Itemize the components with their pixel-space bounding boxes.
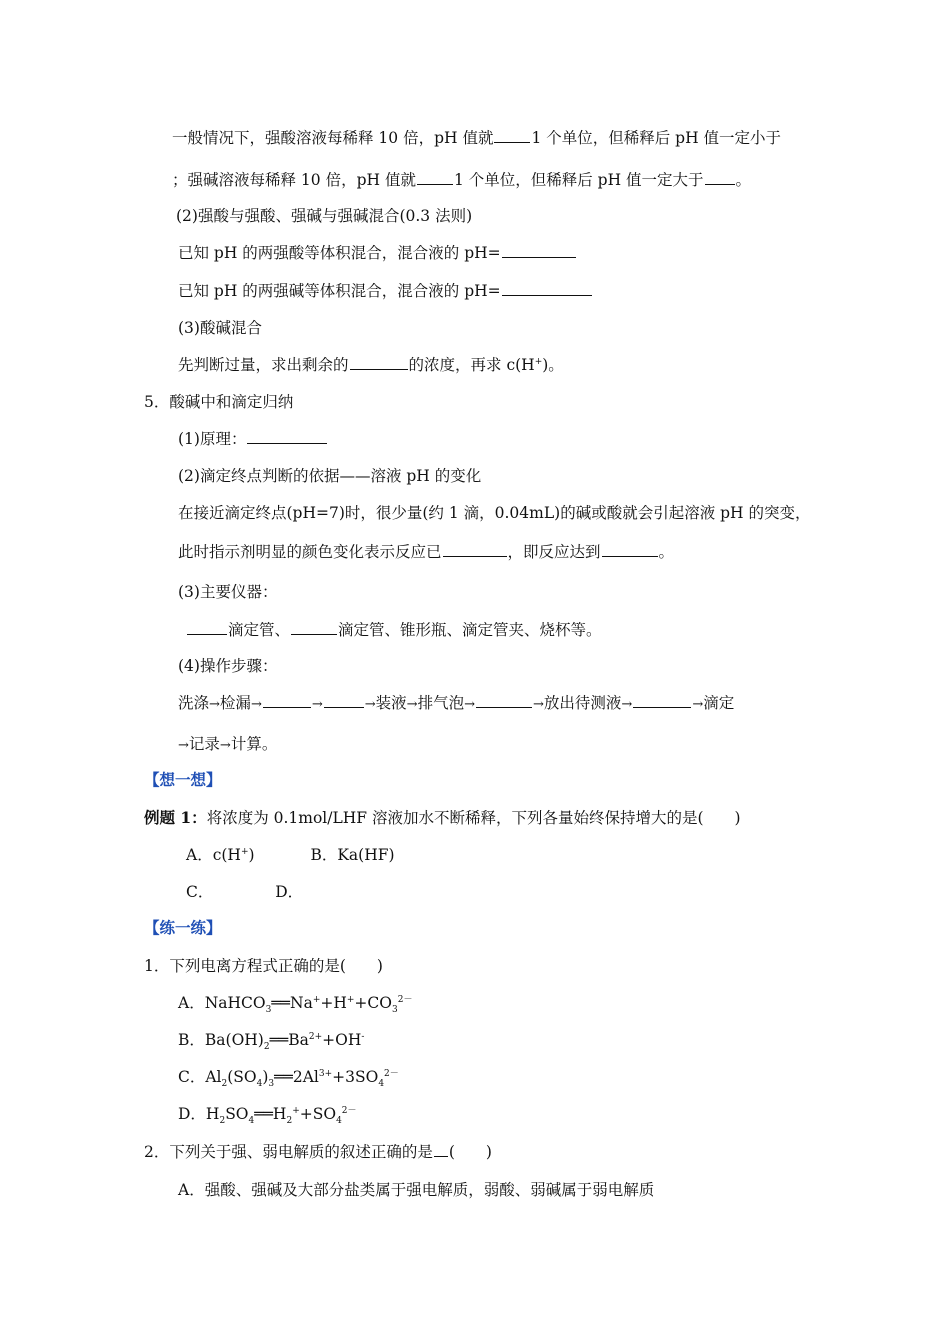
line-acid-base-mix: (3)酸碱混合 [178, 319, 262, 337]
blank [633, 693, 691, 708]
blank [247, 429, 327, 444]
question-1: 1．下列电离方程式正确的是( ) [144, 957, 383, 975]
blank [291, 620, 337, 635]
question-1-option-d: D．$H_2SO_4══H_2^++SO_4^{2-}$ [178, 1105, 357, 1127]
blank [434, 1142, 448, 1157]
line-steps: 洗涤→检漏→ → →装液→排气泡→ →放出待测液→ →滴定 [178, 694, 735, 712]
blank [263, 693, 311, 708]
line-endpoint-detail: 在接近滴定终点(pH=7)时，很少量(约 1 滴，0.04mL)的碱或酸就会引起溶液 pH 的突变， [178, 504, 811, 522]
line-excess: 先判断过量，求出剩余的 的浓度，再求 c(H+)。 [178, 356, 564, 374]
blank [602, 542, 658, 557]
example-1-options-ab [186, 845, 395, 865]
line-two-bases: 已知 pH 的两强碱等体积混合，混合液的 pH= [178, 281, 593, 301]
question-1-option-b: B．$Ba(OH)_2══Ba^{2+}+OH^-$ [178, 1031, 365, 1053]
question-2: 2．下列关于强、弱电解质的叙述正确的是 ( ) [144, 1143, 492, 1161]
blank [324, 693, 364, 708]
option-b: B．Ka(HF) [310, 846, 395, 864]
line-mixing-rule: (2)强酸与强酸、强碱与强碱混合(0.3 法则) [176, 207, 473, 225]
line-indicator: 此时指示剂明显的颜色变化表示反应已 ，即反应达到 。 [178, 543, 675, 561]
line-strong-base-dilution: ；强碱溶液每稀释 10 倍，pH 值就 1 个单位，但稀释后 pH 值一定大于 。 [172, 171, 752, 189]
option-c: C． [186, 883, 214, 901]
section-5-title: 5．酸碱中和滴定归纳 [144, 393, 294, 411]
blank [494, 128, 530, 143]
line-principle: (1)原理： [178, 429, 328, 449]
blank [476, 693, 532, 708]
blank [350, 355, 408, 370]
line-endpoint-basis: (2)滴定终点判断的依据——溶液 pH 的变化 [178, 467, 482, 485]
example-1-options-cd [186, 882, 303, 902]
blank [417, 170, 453, 185]
line-strong-acid-dilution: 一般情况下，强酸溶液每稀释 10 倍，pH 值就 1 个单位，但稀释后 pH 值一定小于 [172, 129, 782, 147]
question-1-option-a: A．$NaHCO_3══Na^++H^++CO_3^{2-}$ [178, 994, 413, 1016]
line-steps-cont: →记录→计算。 [178, 735, 278, 753]
heading-practice: 【练一练】 [144, 918, 222, 937]
blank [443, 542, 507, 557]
line-two-acids: 已知 pH 的两强酸等体积混合，混合液的 pH= [178, 243, 577, 263]
example-1: 例题 1：将浓度为 0.1mol/LHF 溶液加水不断稀释，下列各量始终保持增大的是( ) [144, 808, 741, 827]
blank [705, 170, 735, 185]
question-1-option-c: C．$Al_2(SO_4)_3══2Al^{3+}+3SO_4^{2-}$ [178, 1068, 399, 1090]
option-a: A．c(H+) [186, 846, 255, 864]
option-d: D． [275, 883, 304, 901]
line-instruments: 滴定管、 滴定管、锥形瓶、滴定管夹、烧杯等。 [186, 620, 602, 640]
blank [502, 243, 576, 258]
line-steps-title: (4)操作步骤： [178, 657, 278, 675]
blank [187, 620, 227, 635]
line-instruments-title: (3)主要仪器： [178, 583, 278, 601]
blank [502, 281, 592, 296]
heading-think: 【想一想】 [144, 770, 222, 789]
question-2-option-a: A．强酸、强碱及大部分盐类属于强电解质，弱酸、弱碱属于弱电解质 [178, 1181, 655, 1199]
